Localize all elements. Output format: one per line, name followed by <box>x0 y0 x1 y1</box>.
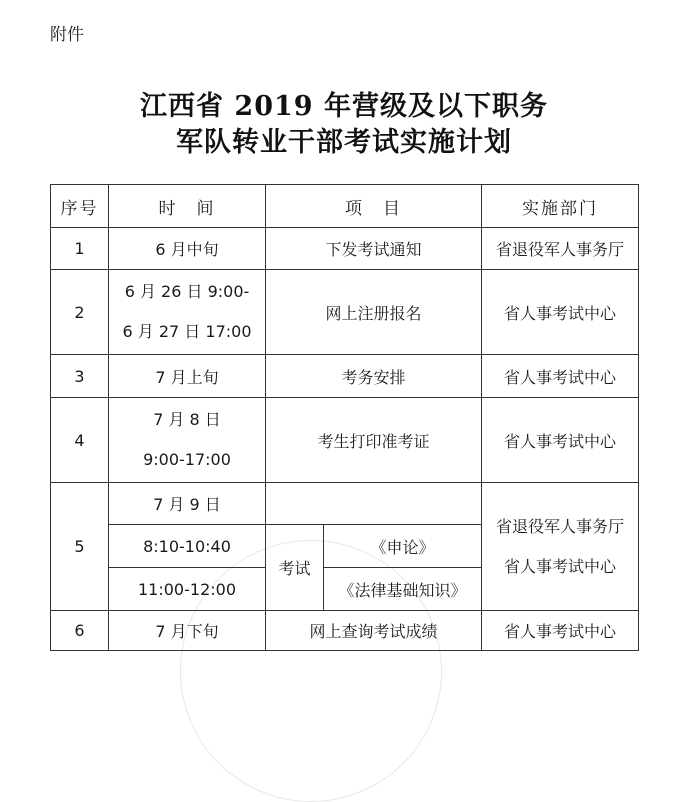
table-row <box>51 611 639 651</box>
row-time: 7 月上旬 <box>109 355 266 398</box>
session1-time: 8:10-10:40 <box>109 525 266 568</box>
table-row <box>51 228 639 270</box>
row-time <box>109 270 266 355</box>
row-no: 6 <box>51 611 109 651</box>
table-header-row <box>51 185 639 228</box>
attachment-label: 附件 <box>50 25 84 45</box>
doc-title-line1: 江西省 2019 年营级及以下职务 <box>140 91 548 122</box>
exam-date: 7 月 9 日 <box>109 483 266 525</box>
session2-time: 11:00-12:00 <box>109 568 266 611</box>
row-no: 4 <box>51 398 109 483</box>
time-line: 6 月 26 日 9:00- <box>124 282 250 301</box>
row-item: 网上查询考试成绩 <box>266 611 482 651</box>
row-no: 3 <box>51 355 109 398</box>
col-header-no: 序号 <box>51 185 109 228</box>
row-dept: 省人事考试中心 <box>482 355 639 398</box>
session2-subject: 《法律基础知识》 <box>324 568 482 611</box>
row-item: 下发考试通知 <box>266 228 482 270</box>
row-dept: 省退役军人事务厅 <box>482 228 639 270</box>
col-header-dept: 实施部门 <box>482 185 639 228</box>
row-time: 7 月下旬 <box>109 611 266 651</box>
table-row <box>51 355 639 398</box>
time-line: 9:00-17:00 <box>143 450 231 469</box>
schedule-table <box>50 184 639 651</box>
time-line: 6 月 27 日 17:00 <box>122 322 252 341</box>
table-row <box>51 270 639 355</box>
doc-title-line2: 军队转业干部考试实施计划 <box>176 127 512 158</box>
row-no: 1 <box>51 228 109 270</box>
dept-line: 省人事考试中心 <box>503 556 616 576</box>
exam-blank-cell <box>266 483 482 525</box>
row-time <box>109 398 266 483</box>
session1-subject: 《申论》 <box>324 525 482 568</box>
col-header-time: 时 间 <box>109 185 266 228</box>
row-time: 6 月中旬 <box>109 228 266 270</box>
row-no: 5 <box>51 483 109 611</box>
row-dept: 省人事考试中心 <box>482 270 639 355</box>
col-header-item: 项 目 <box>266 185 482 228</box>
table-row <box>51 398 639 483</box>
row-item: 考务安排 <box>266 355 482 398</box>
row-item: 考生打印准考证 <box>266 398 482 483</box>
row-dept: 省人事考试中心 <box>482 611 639 651</box>
row-no: 2 <box>51 270 109 355</box>
table-row-exam-date <box>51 483 639 525</box>
dept-line: 省退役军人事务厅 <box>495 516 624 536</box>
row-item: 网上注册报名 <box>266 270 482 355</box>
time-line: 7 月 8 日 <box>153 410 221 429</box>
row-dept <box>482 483 639 611</box>
row-dept: 省人事考试中心 <box>482 398 639 483</box>
exam-label: 考试 <box>266 525 324 611</box>
